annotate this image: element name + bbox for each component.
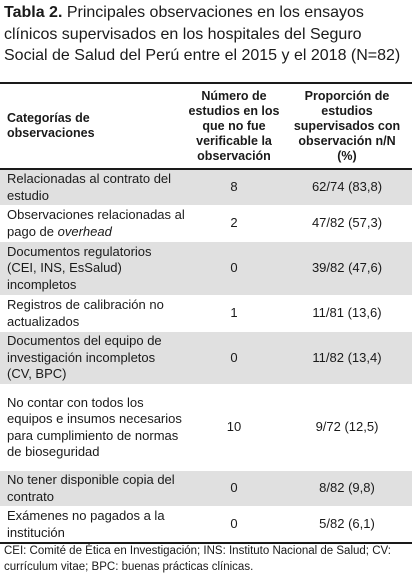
table-caption [4,2,408,67]
cell-category: Exámenes no pagados a la institución [0,507,186,544]
table-row [0,332,412,385]
header-proportion: Proporción de estudios supervisados con observación n/N (%) [282,83,412,169]
cell-category: Relacionadas al contrato del estudio [0,169,186,206]
table-header-row [0,83,412,169]
cell-proportion: 47/82 (57,3) [282,206,412,242]
cell-count: 0 [186,242,282,296]
table-row [0,471,412,507]
cell-category: Documentos del equipo de investigación incompletos (CV, BPC) [0,332,186,385]
cell-proportion: 11/82 (13,4) [282,332,412,385]
cell-category: No tener disponible copia del contrato [0,471,186,507]
cell-count: 2 [186,206,282,242]
cell-proportion: 11/81 (13,6) [282,296,412,332]
cell-count: 0 [186,471,282,507]
cell-proportion: 9/72 (12,5) [282,385,412,471]
table-footnote: CEI: Comité de Ética en Investigación; INS: Instituto Nacional de Salud; CV: currículum vitae; BPC: buenas prácticas clínicas. [4,545,391,573]
table-row [0,242,412,296]
header-category: Categorías de observaciones [0,83,186,169]
cell-count: 1 [186,296,282,332]
cell-proportion: 5/82 (6,1) [282,507,412,544]
table-row [0,206,412,242]
caption-text: Principales observaciones en los ensayos clínicos supervisados en los hospitales del Seguro Social de Salud del Perú entre el 2015 y el 2018 (N=82) [4,4,401,64]
table-number: Tabla 2. [4,4,63,21]
cell-count: 10 [186,385,282,471]
observations-table [0,82,412,544]
cell-count: 8 [186,169,282,206]
table-row [0,385,412,471]
cell-proportion: 62/74 (83,8) [282,169,412,206]
cell-category: Documentos regulatorios (CEI, INS, EsSalud) incompletos [0,242,186,296]
cell-proportion: 39/82 (47,6) [282,242,412,296]
cell-category: No contar con todos los equipos e insumos necesarios para cumplimiento de normas de bioseguridad [0,385,186,471]
table-row [0,169,412,206]
table-row [0,296,412,332]
cell-count: 0 [186,332,282,385]
cell-count: 0 [186,507,282,544]
cell-category: Registros de calibración no actualizados [0,296,186,332]
cell-category: Observaciones relacionadas al pago de overhead [0,206,186,242]
table-row [0,507,412,544]
header-count: Número de estudios en los que no fue verificable la observación [186,83,282,169]
cell-proportion: 8/82 (9,8) [282,471,412,507]
